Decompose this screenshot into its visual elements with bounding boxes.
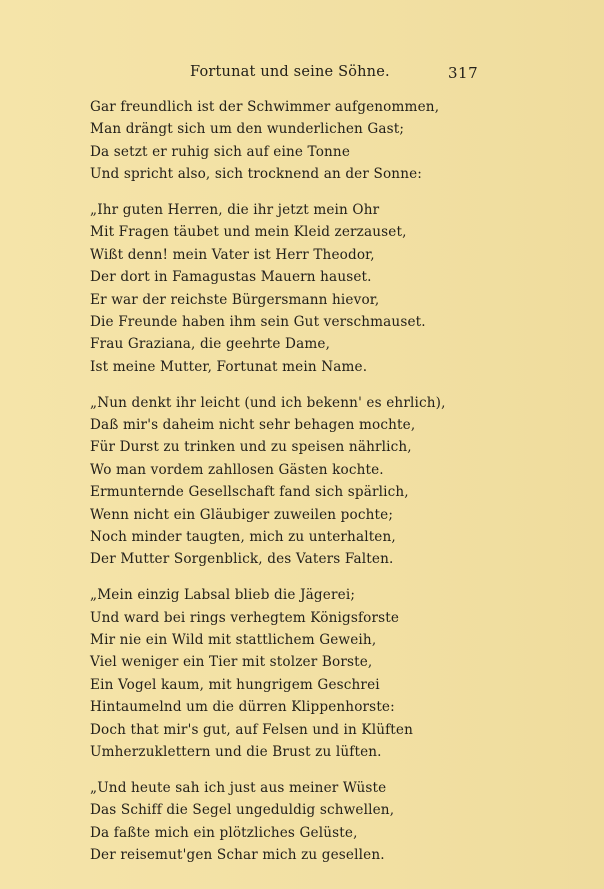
running-title: Fortunat und seine Söhne. — [190, 64, 390, 80]
stanza-3 — [90, 392, 520, 571]
verse-line: Das Schiff die Segel ungeduldig schwellen, — [90, 802, 395, 819]
verse-line: Wenn nicht ein Gläubiger zuweilen pochte; — [90, 506, 394, 523]
verse-line: Und ward bei rings verhegtem Königsforste — [90, 609, 400, 626]
verse-line: „Mein einzig Labsal blieb die Jägerei; — [90, 587, 356, 604]
verse-line: Der dort in Famagustas Mauern hauset. — [90, 269, 372, 286]
verse-line: Der Mutter Sorgenblick, des Vaters Falten. — [90, 551, 394, 568]
verse-line: Er war der reichste Bürgersmann hievor, — [90, 291, 380, 308]
verse-line: Doch that mir's gut, auf Felsen und in Klüften — [90, 721, 414, 738]
stanza-5 — [90, 777, 520, 867]
verse-line: Ist meine Mutter, Fortunat mein Name. — [90, 358, 368, 375]
verse-line: Die Freunde haben ihm sein Gut verschmauset. — [90, 314, 426, 331]
verse-line: Ermunternde Gesellschaft fand sich spärlich, — [90, 484, 409, 501]
verse-line: Noch minder taugten, mich zu unterhalten, — [90, 529, 396, 546]
verse-line: Hintaumelnd um die dürren Klippenhorste: — [90, 699, 395, 716]
verse-line: Da setzt er ruhig sich auf eine Tonne — [90, 143, 351, 160]
verse-line: Gar freundlich ist der Schwimmer aufgenommen, — [90, 99, 440, 115]
verse-line: Wo man vordem zahllosen Gästen kochte. — [90, 461, 384, 478]
verse-line: „Und heute sah ich just aus meiner Wüste — [90, 779, 387, 796]
verse-line: Für Durst zu trinken und zu speisen nährlich, — [90, 439, 412, 456]
page-header — [0, 64, 604, 84]
verse-line: Frau Graziana, die geehrte Dame, — [90, 336, 331, 353]
stanza-4 — [90, 584, 520, 763]
verse-line: Und spricht also, sich trocknend an der Sonne: — [90, 166, 423, 183]
verse-line: Mir nie ein Wild mit stattlichem Geweih, — [90, 632, 377, 649]
verse-line: „Nun denkt ihr leicht (und ich bekenn' es ehrlich), — [90, 394, 446, 411]
stanza-2 — [90, 199, 520, 378]
stanza-1 — [90, 96, 520, 186]
verse-line: Wißt denn! mein Vater ist Herr Theodor, — [90, 246, 375, 263]
verse-line: Viel weniger ein Tier mit stolzer Borste, — [90, 654, 373, 671]
poem-text — [90, 96, 520, 880]
verse-line: Der reisemut'gen Schar mich zu gesellen. — [90, 847, 385, 864]
verse-line: Da faßte mich ein plötzliches Gelüste, — [90, 824, 358, 841]
verse-line: Daß mir's daheim nicht sehr behagen mochte, — [90, 417, 416, 434]
page-number: 317 — [448, 64, 479, 82]
verse-line: Ein Vogel kaum, mit hungrigem Geschrei — [90, 676, 380, 693]
verse-line: Man drängt sich um den wunderlichen Gast; — [90, 121, 405, 138]
verse-line: Mit Fragen täubet und mein Kleid zerzauset, — [90, 224, 407, 241]
verse-line: „Ihr guten Herren, die ihr jetzt mein Ohr — [90, 202, 380, 219]
verse-line: Umherzuklettern und die Brust zu lüften. — [90, 744, 382, 761]
